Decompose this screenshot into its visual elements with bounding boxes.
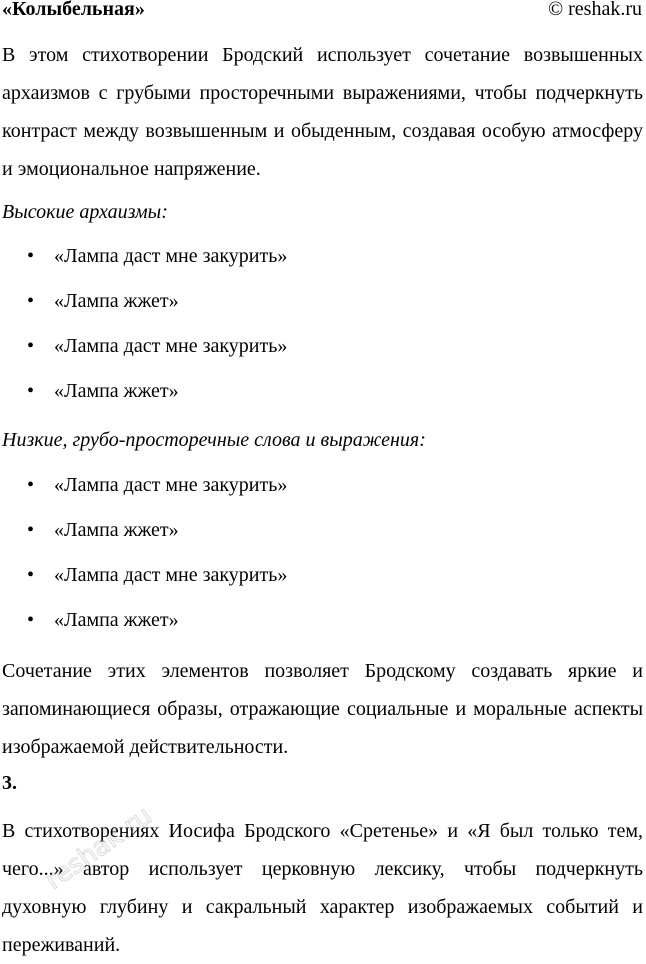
bullet-icon: • bbox=[27, 474, 35, 496]
watermark-logo-icon bbox=[40, 790, 160, 910]
section-number: 3. bbox=[2, 772, 17, 794]
conclusion-paragraph: Сочетание этих элементов позволяет Бродскому создавать яркие и запоминающиеся образы, отражающие социальные и моральные аспекты изображаемой действительности. bbox=[2, 660, 643, 758]
bullet-icon: • bbox=[27, 380, 35, 402]
intro-block bbox=[2, 36, 643, 188]
bullet-icon: • bbox=[27, 519, 35, 541]
source-credit: © reshak.ru bbox=[547, 0, 642, 20]
conclusion-block bbox=[2, 652, 643, 766]
bullet-icon: • bbox=[27, 609, 35, 631]
high-archaisms-heading: Высокие архаизмы: bbox=[2, 201, 168, 223]
bullet-icon: • bbox=[27, 245, 35, 267]
watermark-text: reshak.ru bbox=[40, 800, 158, 896]
section3-paragraph: В стихотворениях Иосифа Бродского «Сретенье» и «Я был только тем, чего...» автор использует церковную лексику, чтобы подчеркнуть духовную глубину и сакральный характер изображаемых событий и переживаний. bbox=[2, 820, 643, 956]
bullet-icon: • bbox=[27, 564, 35, 586]
low-words-heading: Низкие, грубо-просторечные слова и выражения: bbox=[2, 429, 426, 451]
intro-paragraph: В этом стихотворении Бродский использует сочетание возвышенных архаизмов с грубыми просторечными выражениями, чтобы подчеркнуть контраст между возвышенным и обыденным, создавая особую атмосферу и эмоциональное напряжение. bbox=[2, 44, 643, 180]
document-page: «Колыбельная» © reshak.ru В этом стихотворении Бродский использует сочетание возвышенных архаизмов с грубыми просторечными выражениями, чтобы подчеркнуть контраст между возвышенным и обыденным, создавая особую атмосферу и эмоциональное напряжение. Высокие архаизмы: • «Лампа даст мне закурить» • «Лампа жжет» • «Лампа даст мне закурить» • «Лампа жжет» Низкие, грубо-просторечные слова и выражения: • «Лампа даст мне закурить» • «Лампа жжет» • «Лампа даст мне закурить» • «Лампа жжет» Сочетание этих элементов позволяет Бродскому создавать яркие и запоминающиеся образы, отражающие социальные и моральные аспекты изображаемой действительности. 3. В стихотворениях Иосифа Бродского «Сретенье» и «Я был только тем, чего...» автор использует церковную лексику, чтобы подчеркнуть духовную глубину и сакральный характер изображаемых событий и переживаний. reshak.ru bbox=[0, 0, 646, 953]
page-header bbox=[2, 0, 642, 22]
page-title: «Колыбельная» bbox=[2, 0, 145, 20]
bullet-icon: • bbox=[27, 290, 35, 312]
bullet-icon: • bbox=[27, 335, 35, 357]
